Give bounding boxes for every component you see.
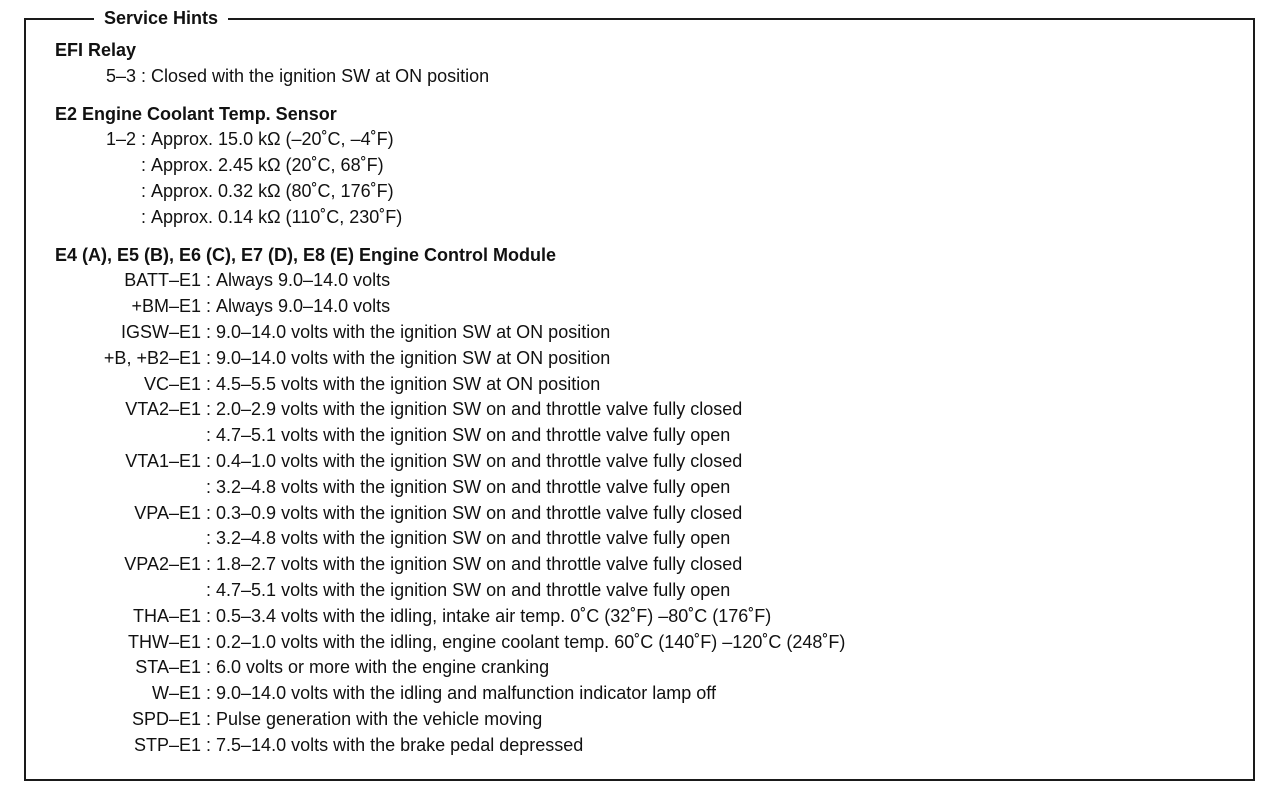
spec-value: 9.0–14.0 volts with the ignition SW at ON position [216, 321, 611, 342]
terminal-label: SPD–E1 [131, 708, 201, 729]
spec-value: 1.8–2.7 volts with the ignition SW on and throttle valve fully closed [216, 554, 743, 575]
terminal-label [55, 423, 201, 449]
spec-row: : 3.2–4.8 volts with the ignition SW on and throttle valve fully open [55, 475, 845, 501]
spec-value: Closed with the ignition SW at ON position [151, 65, 490, 86]
terminal-label: VTA1–E1 [125, 450, 201, 471]
spec-value: Approx. 2.45 kΩ (20˚C, 68˚F) [151, 155, 384, 176]
terminal-label: +BM–E1 [131, 296, 201, 317]
terminal-label: STA–E1 [135, 657, 201, 678]
spec-row: VPA2–E1 : 1.8–2.7 volts with the ignition SW on and throttle valve fully closed [55, 552, 845, 578]
spec-value: 0.2–1.0 volts with the idling, engine coolant temp. 60˚C (140˚F) –120˚C (248˚F) [216, 631, 846, 652]
spec-row: W–E1 : 9.0–14.0 volts with the idling and malfunction indicator lamp off [55, 681, 845, 707]
spec-row: IGSW–E1 : 9.0–14.0 volts with the ignition SW at ON position [55, 320, 845, 346]
terminal-label: STP–E1 [133, 734, 201, 755]
terminal-label: 5–3 [105, 65, 136, 86]
spec-value: 6.0 volts or more with the engine cranking [216, 657, 550, 678]
spec-value: 9.0–14.0 volts with the ignition SW at ON position [216, 347, 611, 368]
spec-row: BATT–E1 : Always 9.0–14.0 volts [55, 268, 845, 294]
spec-row: STA–E1 : 6.0 volts or more with the engine cranking [55, 655, 845, 681]
spec-row: 1–2 : Approx. 15.0 kΩ (–20˚C, –4˚F) [55, 127, 845, 153]
terminal-label [55, 205, 136, 231]
terminal-label [55, 475, 201, 501]
terminal-label [55, 526, 201, 552]
section-engine-control-module [55, 243, 845, 759]
spec-row: : 4.7–5.1 volts with the ignition SW on and throttle valve fully open [55, 578, 845, 604]
spec-value: 7.5–14.0 volts with the brake pedal depressed [216, 734, 584, 755]
spec-value: Always 9.0–14.0 volts [216, 296, 391, 317]
spec-value: 0.5–3.4 volts with the idling, intake air temp. 0˚C (32˚F) –80˚C (176˚F) [216, 605, 772, 626]
terminal-label: W–E1 [151, 683, 201, 704]
spec-row: : 3.2–4.8 volts with the ignition SW on and throttle valve fully open [55, 526, 845, 552]
spec-row: : 4.7–5.1 volts with the ignition SW on and throttle valve fully open [55, 423, 845, 449]
section-coolant-sensor [55, 102, 845, 231]
spec-value: 0.3–0.9 volts with the ignition SW on and throttle valve fully closed [216, 502, 743, 523]
spec-value: 2.0–2.9 volts with the ignition SW on and throttle valve fully closed [216, 399, 743, 420]
spec-value: Approx. 0.32 kΩ (80˚C, 176˚F) [151, 180, 394, 201]
terminal-label: VPA2–E1 [124, 554, 201, 575]
spec-value: 0.4–1.0 volts with the ignition SW on and throttle valve fully closed [216, 450, 743, 471]
terminal-label: VC–E1 [143, 373, 201, 394]
spec-row: VPA–E1 : 0.3–0.9 volts with the ignition SW on and throttle valve fully closed [55, 501, 845, 527]
spec-value: 3.2–4.8 volts with the ignition SW on and throttle valve fully open [216, 528, 731, 549]
spec-value: 9.0–14.0 volts with the idling and malfunction indicator lamp off [216, 683, 716, 704]
spec-row: : Approx. 0.32 kΩ (80˚C, 176˚F) [55, 179, 845, 205]
spec-row: 5–3 : Closed with the ignition SW at ON position [55, 64, 845, 90]
page-title: Service Hints [94, 6, 228, 30]
spec-value: Approx. 15.0 kΩ (–20˚C, –4˚F) [151, 129, 394, 150]
terminal-label: VPA–E1 [134, 502, 201, 523]
spec-row: THW–E1 : 0.2–1.0 volts with the idling, engine coolant temp. 60˚C (140˚F) –120˚C (248˚F) [55, 630, 845, 656]
spec-value: 3.2–4.8 volts with the ignition SW on and throttle valve fully open [216, 476, 731, 497]
terminal-label [55, 153, 136, 179]
section-title: E2 Engine Coolant Temp. Sensor [55, 103, 337, 124]
terminal-label: IGSW–E1 [120, 321, 201, 342]
spec-row: +B, +B2–E1 : 9.0–14.0 volts with the ignition SW at ON position [55, 346, 845, 372]
spec-row: VC–E1 : 4.5–5.5 volts with the ignition SW at ON position [55, 372, 845, 398]
terminal-label: VTA2–E1 [125, 399, 201, 420]
terminal-label: THW–E1 [127, 631, 201, 652]
spec-row: VTA1–E1 : 0.4–1.0 volts with the ignition SW on and throttle valve fully closed [55, 449, 845, 475]
service-hints-content [55, 38, 845, 759]
spec-value: 4.7–5.1 volts with the ignition SW on and throttle valve fully open [216, 579, 731, 600]
spec-row: THA–E1 : 0.5–3.4 volts with the idling, intake air temp. 0˚C (32˚F) –80˚C (176˚F) [55, 604, 845, 630]
terminal-label [55, 179, 136, 205]
spec-row: STP–E1 : 7.5–14.0 volts with the brake pedal depressed [55, 733, 845, 759]
spec-value: Approx. 0.14 kΩ (110˚C, 230˚F) [151, 206, 403, 227]
spec-value: Always 9.0–14.0 volts [216, 270, 391, 291]
spec-value: 4.5–5.5 volts with the ignition SW at ON position [216, 373, 601, 394]
spec-value: 4.7–5.1 volts with the ignition SW on and throttle valve fully open [216, 425, 731, 446]
spec-row: : Approx. 2.45 kΩ (20˚C, 68˚F) [55, 153, 845, 179]
section-title: E4 (A), E5 (B), E6 (C), E7 (D), E8 (E) Engine Control Module [55, 244, 557, 265]
terminal-label: 1–2 [105, 129, 136, 150]
section-title: EFI Relay [55, 40, 137, 60]
spec-row: : Approx. 0.14 kΩ (110˚C, 230˚F) [55, 205, 845, 231]
spec-row: SPD–E1 : Pulse generation with the vehicle moving [55, 707, 845, 733]
terminal-label: +B, +B2–E1 [103, 347, 201, 368]
section-efi-relay [55, 38, 845, 90]
terminal-label [55, 578, 201, 604]
terminal-label: BATT–E1 [124, 270, 201, 291]
spec-row: +BM–E1 : Always 9.0–14.0 volts [55, 294, 845, 320]
terminal-label: THA–E1 [132, 605, 201, 626]
spec-row: VTA2–E1 : 2.0–2.9 volts with the ignition SW on and throttle valve fully closed [55, 397, 845, 423]
spec-value: Pulse generation with the vehicle moving [216, 708, 543, 729]
